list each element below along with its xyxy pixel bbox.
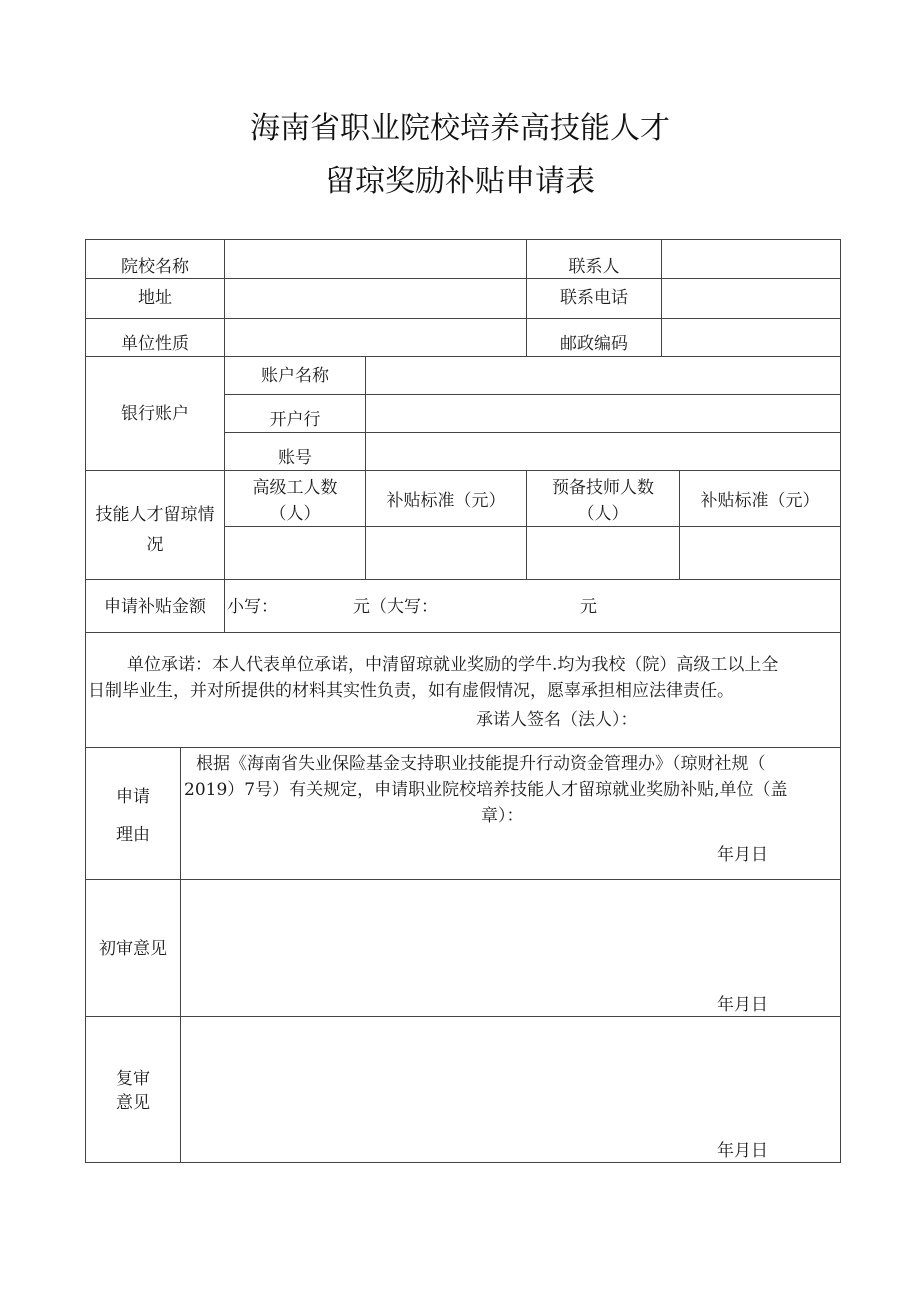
reason-label-line1: 申请 [116, 787, 150, 807]
account-number-field[interactable] [366, 433, 840, 470]
phone-field[interactable] [662, 279, 840, 318]
reason-text-line1: 根据《海南省失业保险基金支持职业技能提升行动资金管理办》（琼财社规（ [196, 754, 766, 774]
final-review-field[interactable] [181, 1017, 840, 1135]
phone-label: 联系电话 [560, 288, 628, 308]
senior-subsidy-standard-header: 补贴标准（元） [386, 491, 506, 511]
technician-subsidy-standard-field[interactable] [680, 527, 840, 579]
address-field[interactable] [225, 279, 525, 318]
unit-type-label: 单位性质 [121, 334, 189, 354]
senior-worker-count-header: 高级工人数 [252, 478, 338, 498]
reason-label-line2: 理由 [116, 825, 150, 845]
row-line [85, 579, 841, 580]
address-label: 地址 [138, 288, 172, 308]
initial-review-date: 年月日 [717, 995, 768, 1015]
senior-subsidy-standard-field[interactable] [366, 527, 526, 579]
table-border-right [840, 239, 841, 1163]
account-name-label: 账户名称 [261, 366, 329, 386]
postcode-field[interactable] [662, 319, 840, 356]
pledge-text-line1: 单位承诺：本人代表单位承诺，中清留琼就业奖励的学牛.均为我校（院）高级工以上全 [127, 655, 779, 675]
bank-account-label: 银行账户 [121, 404, 189, 424]
form-title-line1: 海南省职业院校培养高技能人才 [250, 111, 670, 146]
amount-yuan-end: 元 [580, 597, 597, 617]
form-title-line2: 留琼奖励补贴申请表 [325, 164, 595, 199]
contact-field[interactable] [662, 240, 840, 278]
technician-count-unit: （人） [577, 504, 629, 524]
row-line [85, 632, 841, 633]
technician-count-field[interactable] [527, 527, 679, 579]
talent-retention-label-line2: 况 [146, 535, 164, 555]
technician-subsidy-standard-header: 补贴标准（元） [700, 491, 820, 511]
senior-worker-count-field[interactable] [225, 527, 365, 579]
initial-review-label: 初审意见 [99, 939, 167, 959]
pledge-signature-label: 承诺人签名（法人）： [476, 710, 638, 730]
account-number-label: 账号 [278, 448, 312, 468]
talent-retention-label-line1: 技能人才留琼情 [95, 505, 215, 525]
technician-count-header: 预备技师人数 [552, 478, 654, 498]
row-line [85, 470, 841, 471]
amount-lowercase-label: 小写： [227, 597, 278, 617]
row-line [85, 747, 841, 748]
senior-worker-count-unit: （人） [269, 504, 321, 524]
school-name-label: 院校名称 [121, 257, 189, 277]
table-border-left [85, 239, 86, 1163]
school-name-field[interactable] [225, 240, 525, 278]
reason-text-line2: 2019）7号）有关规定，申请职业院校培养技能人才留琼就业奖励补贴,单位（盖 [184, 780, 788, 800]
final-review-label-line2: 意见 [116, 1093, 150, 1113]
reason-date: 年月日 [717, 845, 768, 865]
contact-label: 联系人 [568, 257, 620, 277]
initial-review-field[interactable] [181, 880, 840, 990]
final-review-date: 年月日 [717, 1141, 768, 1161]
bank-branch-field[interactable] [366, 395, 840, 432]
final-review-label-line1: 复审 [116, 1069, 150, 1089]
amount-uppercase-label: 元（大写： [353, 597, 438, 617]
account-name-field[interactable] [366, 357, 840, 394]
subsidy-amount-label: 申请补贴金额 [104, 597, 206, 617]
pledge-text-line2: 日制毕业生，并对所提供的材料其实性负责，如有虚假情况，愿辜承担相应法律责任。 [88, 681, 734, 701]
postcode-label: 邮政编码 [560, 334, 628, 354]
unit-type-field[interactable] [225, 319, 525, 356]
bank-branch-label: 开户行 [269, 410, 321, 430]
reason-text-line3: 章）： [481, 806, 524, 826]
